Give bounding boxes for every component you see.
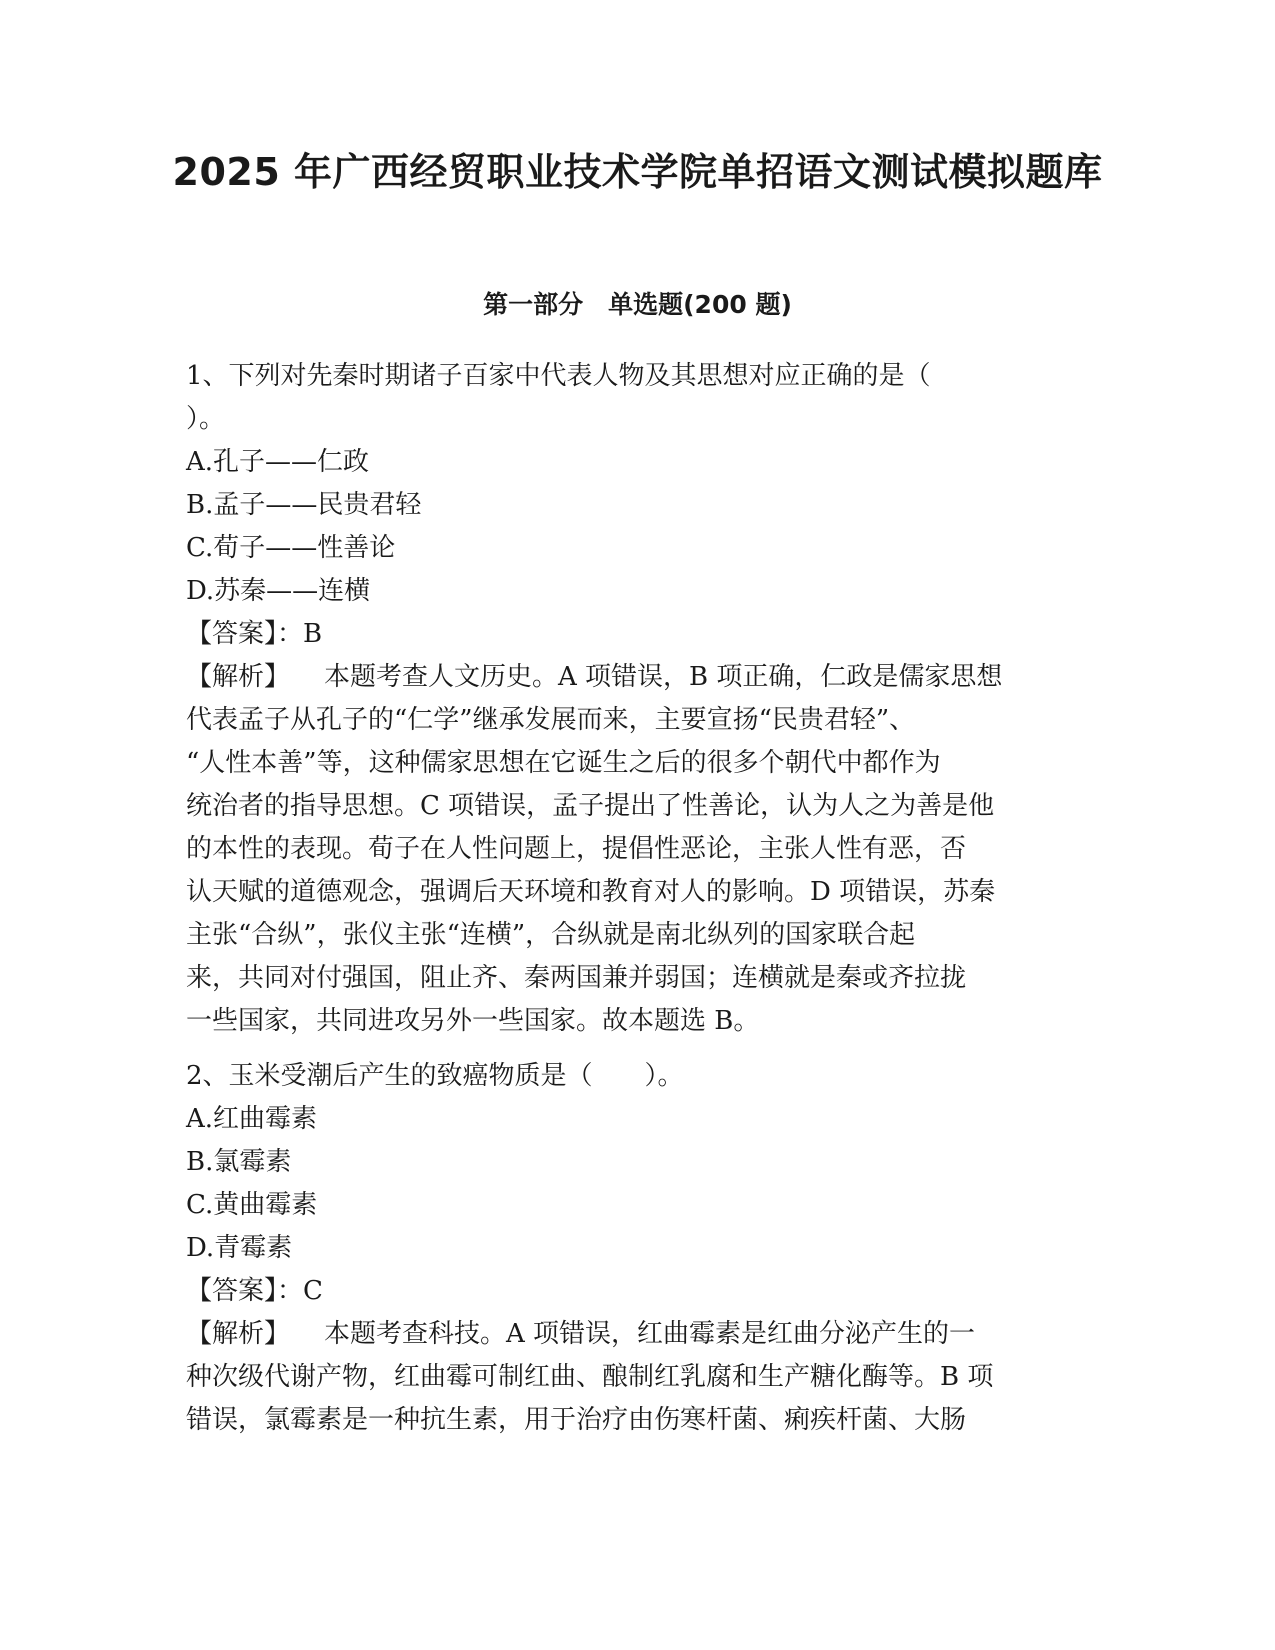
answer-label: 【答案】： — [186, 619, 304, 649]
analysis-line: 统治者的指导思想。C 项错误，孟子提出了性善论，认为人之为善是他 — [186, 791, 995, 821]
analysis-label: 【解析】 — [186, 1319, 291, 1349]
option-b: B.孟子——民贵君轻 — [186, 490, 422, 520]
option-d: D.青霉素 — [186, 1233, 293, 1263]
analysis-text: 本题考查人文历史。A 项错误，B 项正确，仁政是儒家思想 — [324, 662, 1003, 692]
analysis-text: 本题考查科技。A 项错误，红曲霉素是红曲分泌产生的一 — [324, 1319, 976, 1349]
question-list — [186, 355, 1086, 1442]
option-d: D.苏秦——连横 — [186, 576, 371, 606]
question-2 — [186, 1055, 1086, 1442]
section-title: 第一部分 单选题(200 题) — [483, 290, 792, 319]
analysis-line: 认天赋的道德观念，强调后天环境和教育对人的影响。D 项错误，苏秦 — [186, 877, 996, 907]
option-a: A.孔子——仁政 — [186, 447, 370, 477]
analysis-label: 【解析】 — [186, 662, 291, 692]
page-title: 2025 年广西经贸职业技术学院单招语文测试模拟题库 — [172, 150, 1103, 194]
analysis-line: 一些国家，共同进攻另外一些国家。故本题选 B。 — [186, 1006, 760, 1036]
option-c: C.荀子——性善论 — [186, 533, 396, 563]
answer-value: B — [303, 619, 323, 649]
analysis-line: 种次级代谢产物，红曲霉可制红曲、酿制红乳腐和生产糖化酶等。B 项 — [186, 1362, 994, 1392]
analysis-line — [186, 1313, 1086, 1356]
analysis-line: 代表孟子从孔子的“仁学”继承发展而来，主要宣扬“民贵君轻”、 — [186, 705, 916, 735]
analysis-line: 主张“合纵”，张仪主张“连横”，合纵就是南北纵列的国家联合起 — [186, 920, 916, 950]
analysis-line: 来，共同对付强国，阻止齐、秦两国兼并弱国；连横就是秦或齐拉拢 — [186, 963, 967, 993]
answer-label: 【答案】： — [186, 1276, 304, 1306]
analysis-line: 错误，氯霉素是一种抗生素，用于治疗由伤寒杆菌、痢疾杆菌、大肠 — [186, 1405, 967, 1435]
option-b: B.氯霉素 — [186, 1147, 292, 1177]
question-stem-line: ）。 — [186, 404, 226, 434]
option-c: C.黄曲霉素 — [186, 1190, 318, 1220]
analysis-line: 的本性的表现。荀子在人性问题上，提倡性恶论，主张人性有恶，否 — [186, 834, 967, 864]
question-stem-line: 1、下列对先秦时期诸子百家中代表人物及其思想对应正确的是（ — [186, 361, 931, 391]
analysis-line — [186, 656, 1086, 699]
answer-value: C — [303, 1276, 323, 1306]
option-a: A.红曲霉素 — [186, 1104, 318, 1134]
question-1 — [186, 355, 1086, 1043]
answer-line — [186, 1270, 1086, 1313]
analysis-line: “人性本善”等，这种儒家思想在它诞生之后的很多个朝代中都作为 — [186, 748, 941, 778]
question-stem-line: 2、玉米受潮后产生的致癌物质是（ ）。 — [186, 1061, 684, 1091]
answer-line — [186, 613, 1086, 656]
